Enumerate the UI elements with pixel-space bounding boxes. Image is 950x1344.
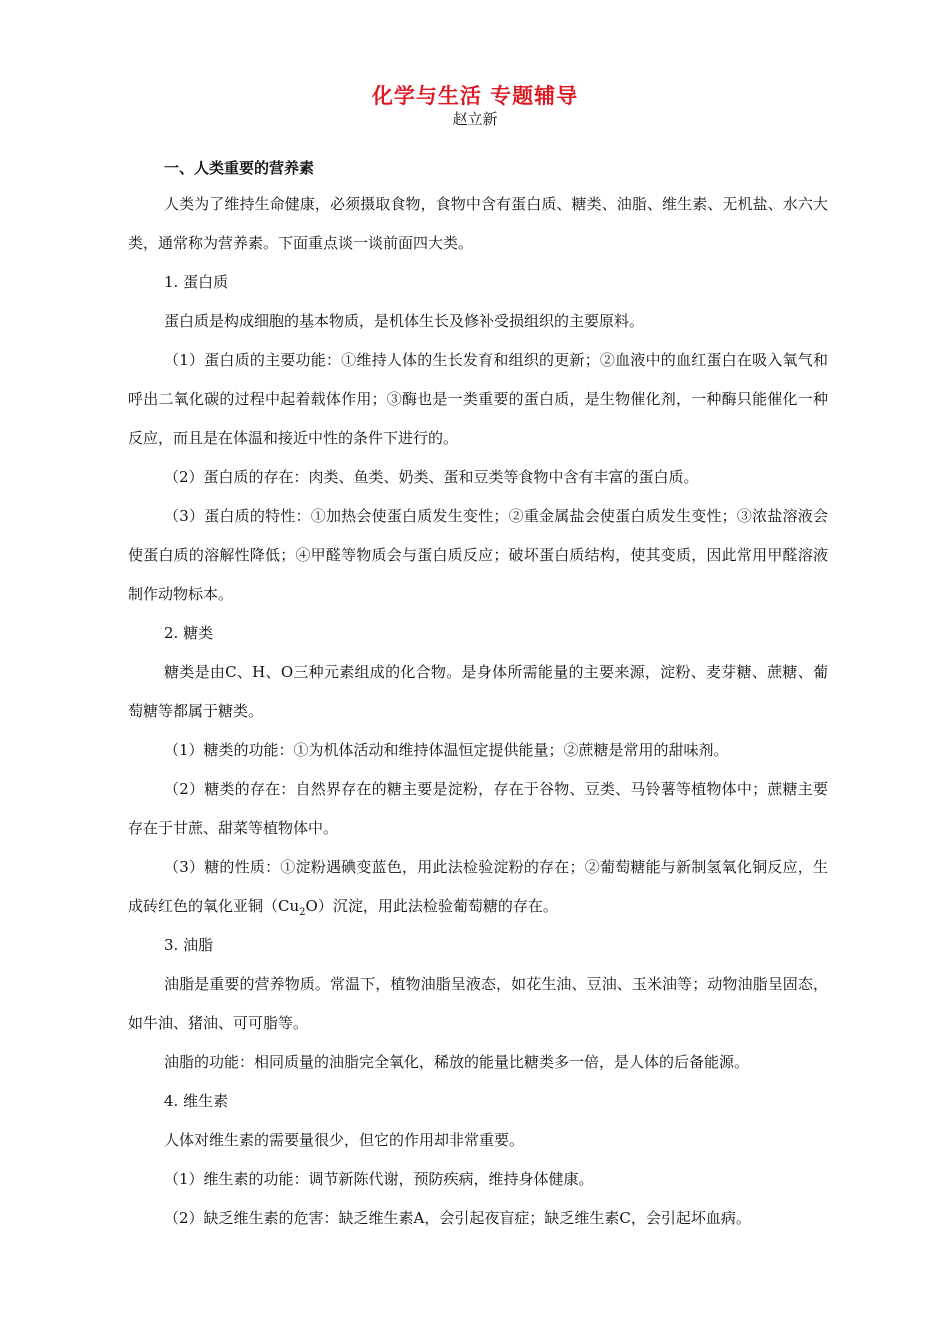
protein-definition: 蛋白质是构成细胞的基本物质，是机体生长及修补受损组织的主要原料。 bbox=[164, 312, 645, 330]
vitamin-deficiency: （2）缺乏维生素的危害：缺乏维生素A，会引起夜盲症；缺乏维生素C，会引起坏血病。 bbox=[164, 1209, 751, 1227]
intro-paragraph: 人类为了维持生命健康，必须摄取食物，食物中含有蛋白质、糖类、油脂、维生素、无机盐、水六大类，通常称为营养素。下面重点谈一谈前面四大类。 bbox=[128, 195, 828, 252]
vitamin-definition: 人体对维生素的需要量很少，但它的作用却非常重要。 bbox=[164, 1131, 525, 1149]
sugar-definition: 糖类是由C、H、O三种元素组成的化合物。是身体所需能量的主要来源，淀粉、麦芽糖、蔗糖、葡萄糖等都属于糖类。 bbox=[128, 663, 828, 720]
sugar-functions: （1）糖类的功能：①为机体活动和维持体温恒定提供能量；②蔗糖是常用的甜味剂。 bbox=[164, 741, 729, 759]
sugar-properties bbox=[128, 848, 828, 926]
document-author: 赵立新 bbox=[452, 110, 498, 128]
fat-definition: 油脂是重要的营养物质。常温下，植物油脂呈液态，如花生油、豆油、玉米油等；动物油脂呈固态，如牛油、猪油、可可脂等。 bbox=[128, 975, 828, 1032]
fat-heading: 3. 油脂 bbox=[164, 936, 214, 954]
document-title: 化学与生活 专题辅导 bbox=[371, 84, 579, 108]
sugar-heading: 2. 糖类 bbox=[164, 624, 214, 642]
document-body bbox=[128, 152, 828, 1238]
protein-existence: （2）蛋白质的存在：肉类、鱼类、奶类、蛋和豆类等食物中含有丰富的蛋白质。 bbox=[164, 468, 699, 486]
vitamin-functions: （1）维生素的功能：调节新陈代谢，预防疾病，维持身体健康。 bbox=[164, 1170, 594, 1188]
sugar-existence: （2）糖类的存在：自然界存在的糖主要是淀粉，存在于谷物、豆类、马铃薯等植物体中；蔗糖主要存在于甘蔗、甜菜等植物体中。 bbox=[128, 780, 828, 837]
vitamin-heading: 4. 维生素 bbox=[164, 1092, 229, 1110]
protein-properties: （3）蛋白质的特性：①加热会使蛋白质发生变性；②重金属盐会使蛋白质发生变性；③浓盐溶液会使蛋白质的溶解性降低；④甲醛等物质会与蛋白质反应；破坏蛋白质结构，使其变质，因此常用甲醛溶液制作动物标本。 bbox=[128, 507, 828, 603]
cu2o-subscript: 2 bbox=[299, 907, 306, 918]
sugar-properties-text-1: （3）糖的性质：①淀粉遇碘变蓝色，用此法检验淀粉的存在；②葡萄糖能与新制氢氧化铜反应，生成砖红色的氧化亚铜（Cu bbox=[128, 858, 828, 915]
protein-heading: 1. 蛋白质 bbox=[164, 273, 229, 291]
fat-functions: 油脂的功能：相同质量的油脂完全氧化，稀放的能量比糖类多一倍，是人体的后备能源。 bbox=[164, 1053, 750, 1071]
sugar-properties-text-2: O）沉淀，用此法检验葡萄糖的存在。 bbox=[305, 897, 558, 915]
section-heading: 一、人类重要的营养素 bbox=[164, 159, 315, 177]
protein-functions: （1）蛋白质的主要功能：①维持人体的生长发育和组织的更新；②血液中的血红蛋白在吸入氧气和呼出二氧化碳的过程中起着载体作用；③酶也是一类重要的蛋白质，是生物催化剂，一种酶只能催化一种反应，而且是在体温和接近中性的条件下进行的。 bbox=[128, 351, 828, 447]
